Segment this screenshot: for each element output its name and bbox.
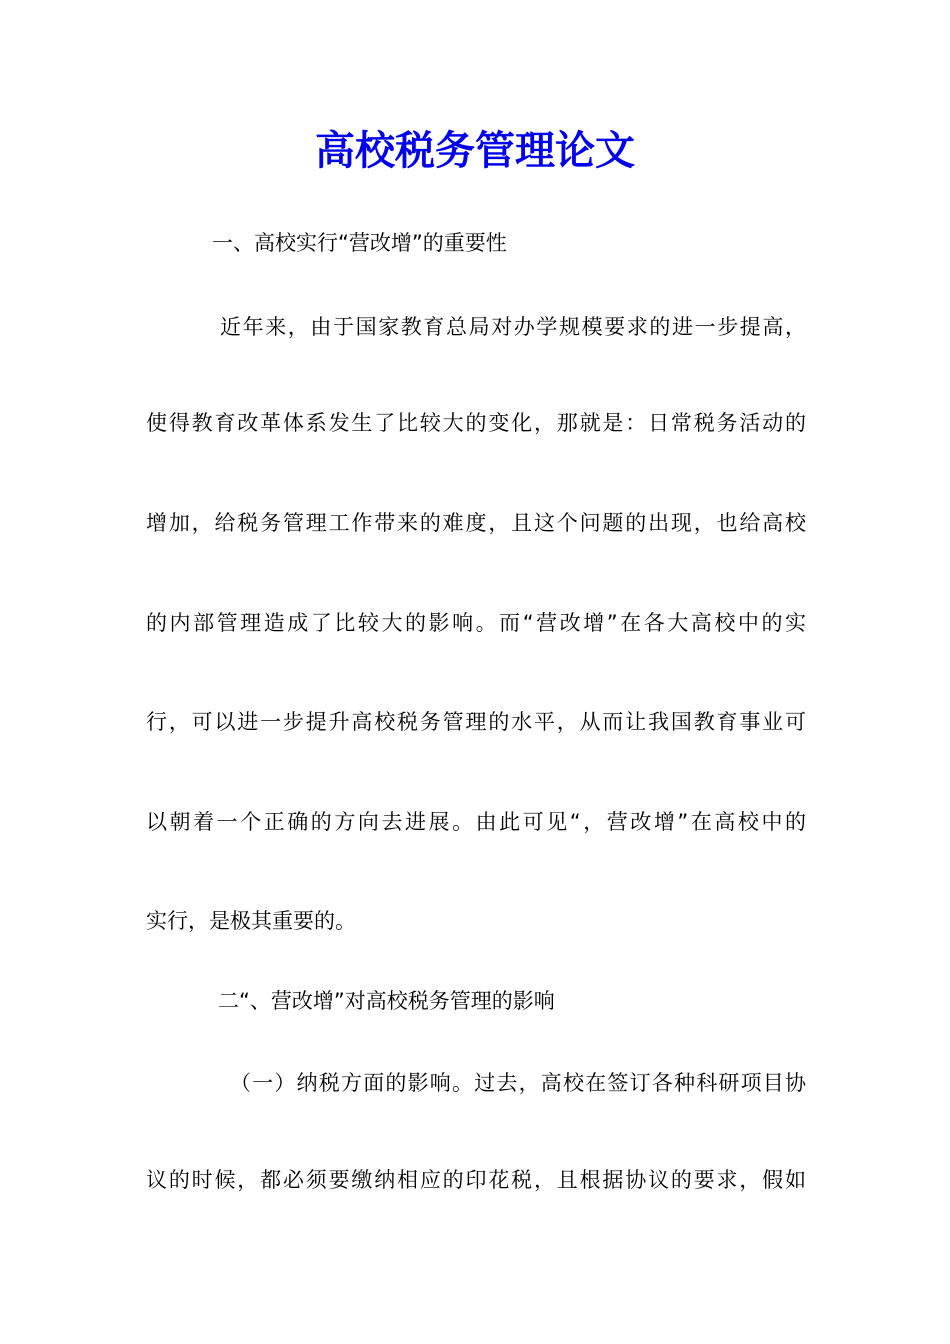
document-title: 高校税务管理论文 xyxy=(315,127,635,174)
paragraph-line: 增加，给税务管理工作带来的难度，且这个问题的出现，也给高校 xyxy=(146,511,806,535)
section-heading-2: 二“、营改增”对高校税务管理的影响 xyxy=(218,989,555,1013)
paragraph-line: （一）纳税方面的影响。过去，高校在签订各种科研项目协 xyxy=(230,1071,806,1095)
paragraph-line: 使得教育改革体系发生了比较大的变化，那就是：日常税务活动的 xyxy=(146,411,806,435)
paragraph-line: 议的时候，都必须要缴纳相应的印花税，且根据协议的要求，假如 xyxy=(146,1168,806,1192)
paragraph-line: 的内部管理造成了比较大的影响。而“营改增”在各大高校中的实 xyxy=(146,611,806,635)
paragraph-line: 行，可以进一步提升高校税务管理的水平，从而让我国教育事业可 xyxy=(146,710,806,734)
paragraph-line: 以朝着一个正确的方向去进展。由此可见“，营改增”在高校中的 xyxy=(146,810,806,834)
paragraph-line: 实行，是极其重要的。 xyxy=(146,909,356,933)
section-heading-1: 一、高校实行“营改增”的重要性 xyxy=(212,231,507,255)
paragraph-line: 近年来，由于国家教育总局对办学规模要求的进一步提高， xyxy=(220,315,806,339)
